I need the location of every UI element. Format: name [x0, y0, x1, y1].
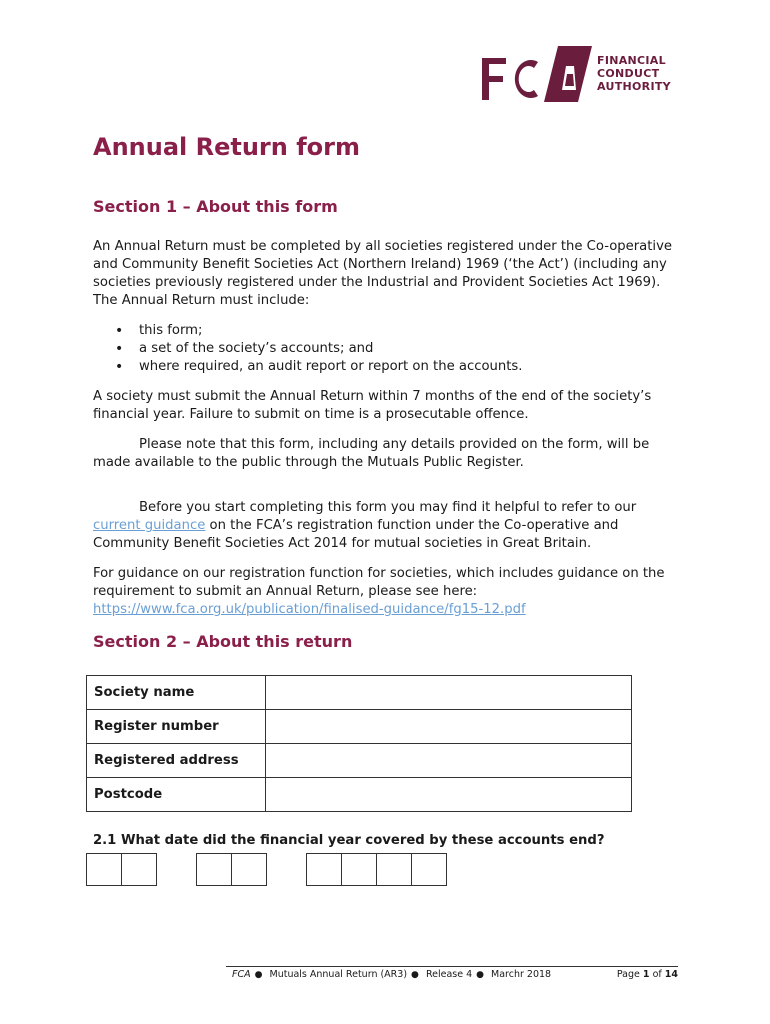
guidance-url-intro: For guidance on our registration function for societies, which includes guidance on the requirement to submit an Annual Return, please see here:: [93, 566, 665, 599]
list-item: • a set of the society’s accounts; and: [93, 340, 522, 358]
footer-doc-name: Mutuals Annual Return (AR3): [269, 969, 408, 980]
section-1-intro: An Annual Return must be completed by all societies registered under the Co-operative and Community Benefit Societies Act (Northern Ireland) 1969 (‘the Act’) (including any societies previously registered under the Industrial and Provident Societies Act 1969). The Annual Return must include:: [93, 239, 672, 308]
logo-wordmark: [597, 54, 671, 93]
page-word: Page: [616, 969, 640, 980]
list-item: • this form;: [93, 322, 522, 340]
fca-logo-mark: [480, 44, 592, 104]
footer-release: Release 4: [425, 969, 473, 980]
guidance-paragraph: [93, 499, 683, 553]
bullet-dot-icon: ●: [411, 970, 419, 980]
year-digit-2-box[interactable]: [341, 853, 377, 886]
requirements-list: [93, 322, 522, 376]
page-title: Annual Return form: [93, 133, 360, 161]
public-register-note: Please note that this form, including any details provided on the form, will be made available to the public through the Mutuals Public Register.: [93, 437, 650, 470]
page-current: 1: [642, 969, 650, 980]
footer-date: Marchr 2018: [491, 969, 552, 980]
deadline-paragraph: A society must submit the Annual Return within 7 months of the end of the society’s financial year. Failure to submit on time is a prosecutable offence.: [93, 389, 652, 422]
page-total: 14: [664, 969, 678, 980]
month-boxes: [196, 853, 267, 886]
section-1-heading: Section 1 – About this form: [93, 197, 338, 216]
bullet-dot-icon: ●: [476, 970, 484, 980]
postcode-label: Postcode: [87, 778, 266, 812]
page-footer: [232, 969, 678, 980]
guidance-text-post: on the FCA’s registration function under the Co-operative and Community Benefit Societies Act 2014 for mutual societies in Great Britain.: [93, 518, 619, 551]
registered-address-label: Registered address: [87, 744, 266, 778]
financial-year-end-question: 2.1 What date did the financial year covered by these accounts end?: [93, 833, 605, 848]
month-digit-2-box[interactable]: [231, 853, 267, 886]
table-row: [87, 778, 632, 812]
logo-line-financial: FINANCIAL: [597, 54, 666, 67]
day-digit-1-box[interactable]: [86, 853, 122, 886]
society-name-label: Society name: [87, 676, 266, 710]
registered-address-field[interactable]: [266, 744, 632, 778]
guidance-text-pre: Before you start completing this form you may find it helpful to refer to our: [139, 500, 637, 515]
month-digit-1-box[interactable]: [196, 853, 232, 886]
year-boxes: [306, 853, 447, 886]
footer-org: FCA: [232, 969, 251, 980]
list-item: • where required, an audit report or report on the accounts.: [93, 358, 522, 376]
year-digit-1-box[interactable]: [306, 853, 342, 886]
table-row: [87, 710, 632, 744]
fca-logo: [480, 44, 680, 104]
register-number-label: Register number: [87, 710, 266, 744]
logo-line-authority: AUTHORITY: [597, 80, 671, 93]
of-word: of: [652, 969, 662, 980]
table-row: [87, 744, 632, 778]
guidance-url-paragraph: [93, 565, 683, 619]
footer-divider: [226, 966, 678, 967]
footer-doc-info: [232, 969, 617, 980]
day-boxes: [86, 853, 157, 886]
day-digit-2-box[interactable]: [121, 853, 157, 886]
bullet-dot-icon: ●: [254, 970, 263, 980]
table-row: [87, 676, 632, 710]
society-name-field[interactable]: [266, 676, 632, 710]
postcode-field[interactable]: [266, 778, 632, 812]
society-details-table: [86, 675, 632, 812]
page-number: [617, 969, 678, 980]
section-2-heading: Section 2 – About this return: [93, 632, 353, 651]
guidance-url-link[interactable]: https://www.fca.org.uk/publication/finalised-guidance/fg15-12.pdf: [93, 602, 526, 617]
year-digit-4-box[interactable]: [411, 853, 447, 886]
register-number-field[interactable]: [266, 710, 632, 744]
current-guidance-link[interactable]: current guidance: [93, 518, 206, 533]
year-digit-3-box[interactable]: [376, 853, 412, 886]
logo-line-conduct: CONDUCT: [597, 67, 660, 80]
